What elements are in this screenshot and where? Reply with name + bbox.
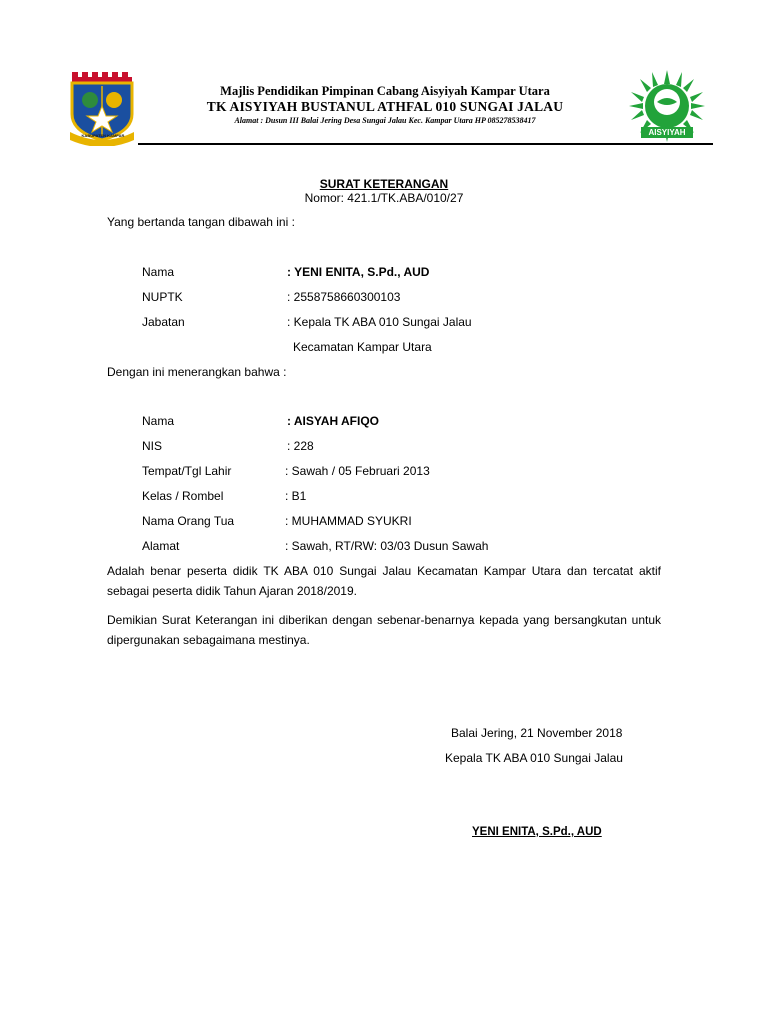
signature-place-date: Balai Jering, 21 November 2018 bbox=[451, 726, 623, 740]
signature-name: YENI ENITA, S.Pd., AUD bbox=[472, 826, 602, 838]
signer-position-continued: Kecamatan Kampar Utara bbox=[293, 340, 432, 354]
signer-nuptk-value: : 2558758660300103 bbox=[287, 290, 401, 304]
intro-text: Yang bertanda tangan dibawah ini : bbox=[107, 215, 295, 229]
student-class-label: Kelas / Rombel bbox=[142, 489, 224, 503]
student-name-value: : AISYAH AFIQO bbox=[287, 414, 380, 428]
student-birth-label: Tempat/Tgl Lahir bbox=[142, 464, 232, 478]
signer-name-value: : YENI ENITA, S.Pd., AUD bbox=[287, 265, 430, 279]
letter-title: SURAT KETERANGAN bbox=[319, 177, 449, 191]
student-parent-value: : MUHAMMAD SYUKRI bbox=[285, 514, 412, 528]
student-nis-label: NIS bbox=[142, 439, 163, 453]
signer-nuptk-label: NUPTK bbox=[142, 290, 183, 304]
header-school-name: TK AISYIYAH BUSTANUL ATHFAL 010 SUNGAI JALAU bbox=[206, 99, 564, 114]
signer-name-label: Nama bbox=[142, 265, 175, 279]
aisyiyah-sun-logo bbox=[627, 70, 707, 144]
body-paragraph-1: Adalah benar peserta didik TK ABA 010 Sungai Jalau Kecamatan Kampar Utara dan tercatat aktif sebagai peserta didik Tahun Ajaran 2018/2019. bbox=[107, 564, 661, 598]
student-address-label: Alamat bbox=[142, 539, 180, 553]
student-name-label: Nama bbox=[142, 414, 175, 428]
student-parent-label: Nama Orang Tua bbox=[142, 514, 235, 528]
statement-text: Dengan ini menerangkan bahwa : bbox=[107, 365, 287, 379]
letterhead-divider bbox=[138, 143, 713, 145]
kampar-emblem-logo bbox=[68, 70, 138, 146]
signature-position: Kepala TK ABA 010 Sungai Jalau bbox=[445, 751, 623, 765]
aisyiyah-logo-caption: AISYIYAH bbox=[648, 128, 686, 137]
letter-number: Nomor: 421.1/TK.ABA/010/27 bbox=[304, 191, 464, 205]
header-address: Alamat : Dusun III Balai Jering Desa Sungai Jalau Kec. Kampar Utara HP 085278538417 bbox=[234, 116, 536, 125]
kampar-logo-caption: KABUPATEN KAMPAR bbox=[81, 133, 125, 138]
header-organization: Majlis Pendidikan Pimpinan Cabang Aisyiyah Kampar Utara bbox=[220, 84, 550, 98]
body-paragraph-2: Demikian Surat Keterangan ini diberikan dengan sebenar-benarnya kepada yang bersangkutan untuk dipergunakan sebagaimana mestinya. bbox=[107, 613, 661, 647]
student-nis-value: : 228 bbox=[287, 439, 314, 453]
student-address-value: : Sawah, RT/RW: 03/03 Dusun Sawah bbox=[285, 539, 489, 553]
student-class-value: : B1 bbox=[285, 489, 307, 503]
student-birth-value: : Sawah / 05 Februari 2013 bbox=[285, 464, 430, 478]
signer-position-value: : Kepala TK ABA 010 Sungai Jalau bbox=[287, 315, 472, 329]
signer-position-label: Jabatan bbox=[142, 315, 185, 329]
